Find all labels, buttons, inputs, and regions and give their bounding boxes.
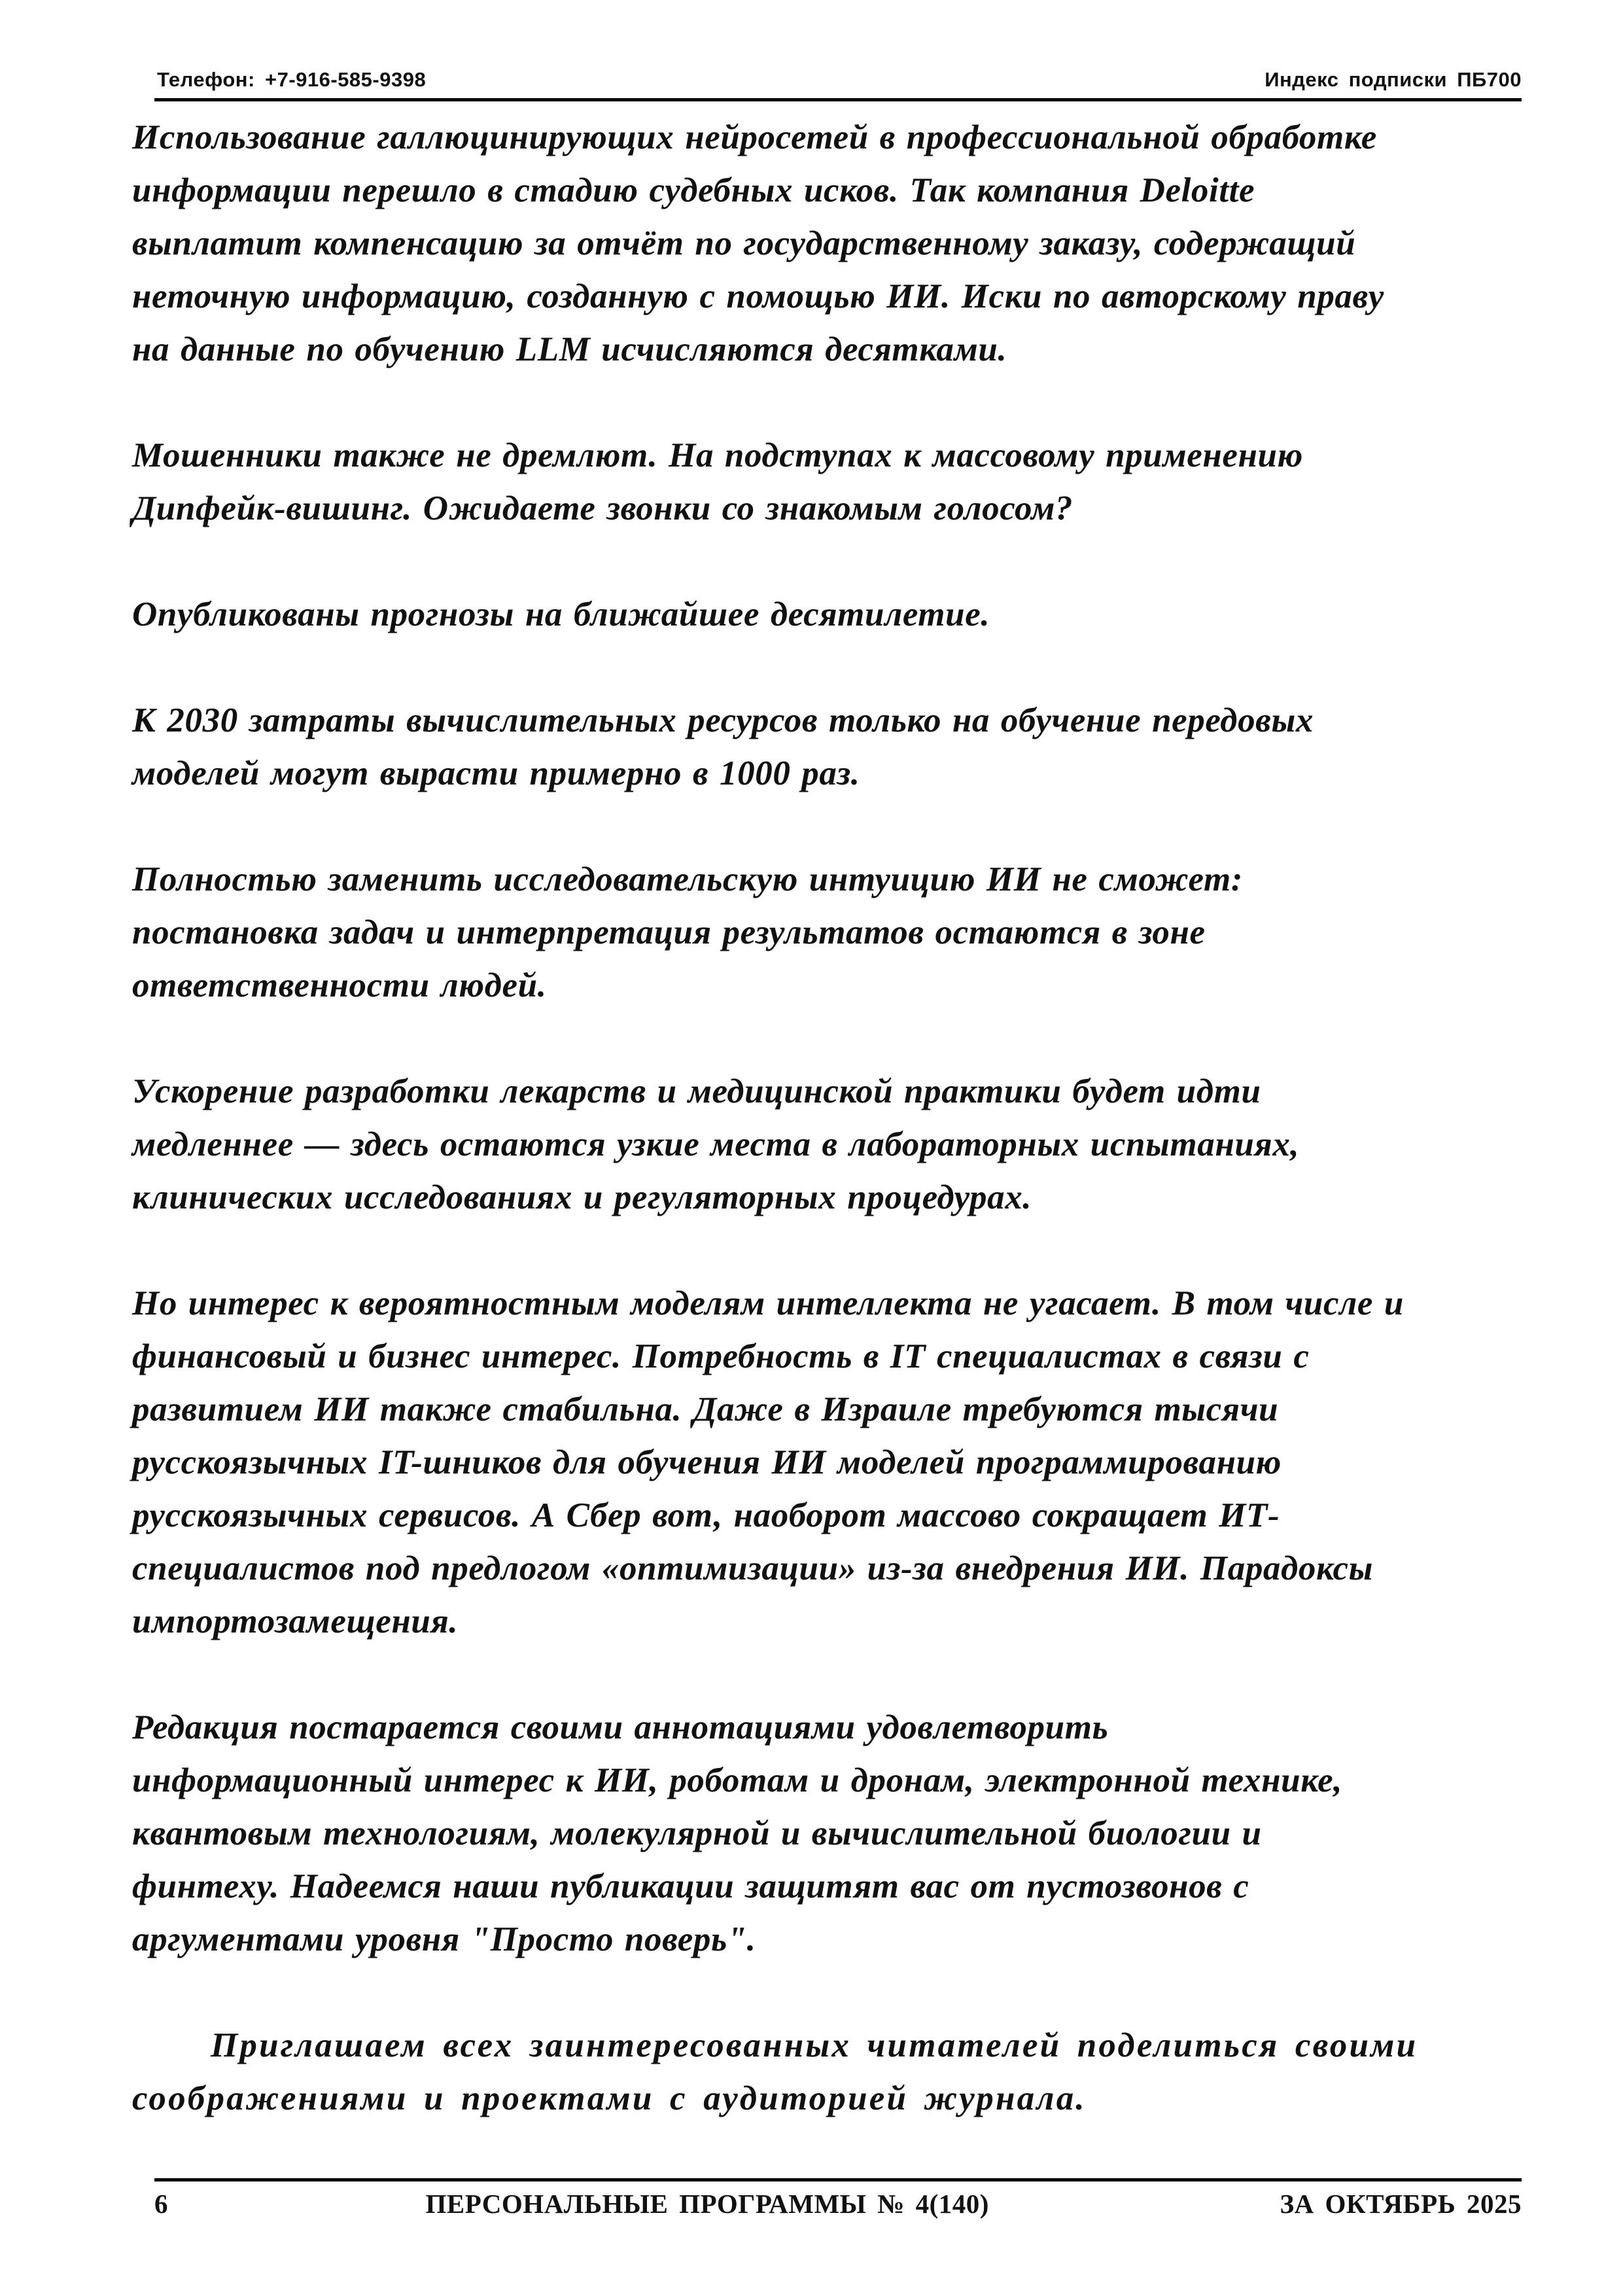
paragraph-forecasts: Опубликованы прогнозы на ближайшее десятилетие. <box>132 595 990 633</box>
article-body <box>132 111 1526 2125</box>
header-phone: Телефон: +7-916-585-9398 <box>157 68 427 91</box>
paragraph-medicine: Ускорение разработки лекарств и медицинской практики будет идти медленнее — здесь остаются узкие места в лабораторных испытаниях, клинических исследованиях и регуляторных процедурах. <box>132 1072 1300 1216</box>
header-subscription-index: Индекс подписки ПБ700 <box>1265 68 1522 91</box>
footer-divider <box>154 2178 1522 2181</box>
paragraph-intuition: Полностью заменить исследовательскую интуицию ИИ не сможет: постановка задач и интерпретация результатов остаются в зоне ответственности людей. <box>132 860 1244 1004</box>
issue-date: ЗА ОКТЯБРЬ 2025 <box>1280 2189 1522 2219</box>
paragraph-editorial: Редакция постарается своими аннотациями удовлетворить информационный интерес к ИИ, роботам и дронам, электронной технике, квантовым технологиям, молекулярной и вычислительной биологии и финтеху. Надеемся наши публикации защитят вас от пустозвонов с аргументами уровня "Просто поверь". <box>132 1708 1343 1958</box>
page-footer <box>154 2185 1522 2222</box>
page-header <box>157 63 1522 92</box>
journal-title: ПЕРСОНАЛЬНЫЕ ПРОГРАММЫ № 4(140) <box>425 2189 989 2219</box>
header-divider <box>154 98 1522 101</box>
page-number: 6 <box>154 2189 168 2219</box>
paragraph-lawsuits: Использование галлюцинирующих нейросетей в профессиональной обработке информации перешло в стадию судебных исков. Так компания Deloitte выплатит компенсацию за отчёт по государственному заказу, содержащий неточную информацию, созданную с помощью ИИ. Иски по авторскому праву на данные по обучению LLM исчисляются десятками. <box>132 118 1384 368</box>
paragraph-invitation: Приглашаем всех заинтересованных читателей поделиться своими соображениями и проектами с аудиторией журнала. <box>132 2026 1418 2117</box>
paragraph-interest: Но интерес к вероятностным моделям интеллекта не угасает. В том числе и финансовый и бизнес интерес. Потребность в IT специалистах в связи с развитием ИИ также стабильна. Даже в Израиле требуются тысячи русскоязычных IT-шников для обучения ИИ моделей программированию русскоязычных сервисов. А Сбер вот, наоборот массово сокращает ИТ- специалистов под предлогом «оптимизации» из-за внедрения ИИ. Парадоксы импортозамещения. <box>132 1284 1404 1640</box>
paragraph-compute: К 2030 затраты вычислительных ресурсов только на обучение передовых моделей могут вырасти примерно в 1000 раз. <box>132 701 1314 792</box>
paragraph-fraud: Мошенники также не дремлют. На подступах к массовому применению Дипфейк-вишинг. Ожидаете звонки со знакомым голосом? <box>132 436 1303 527</box>
